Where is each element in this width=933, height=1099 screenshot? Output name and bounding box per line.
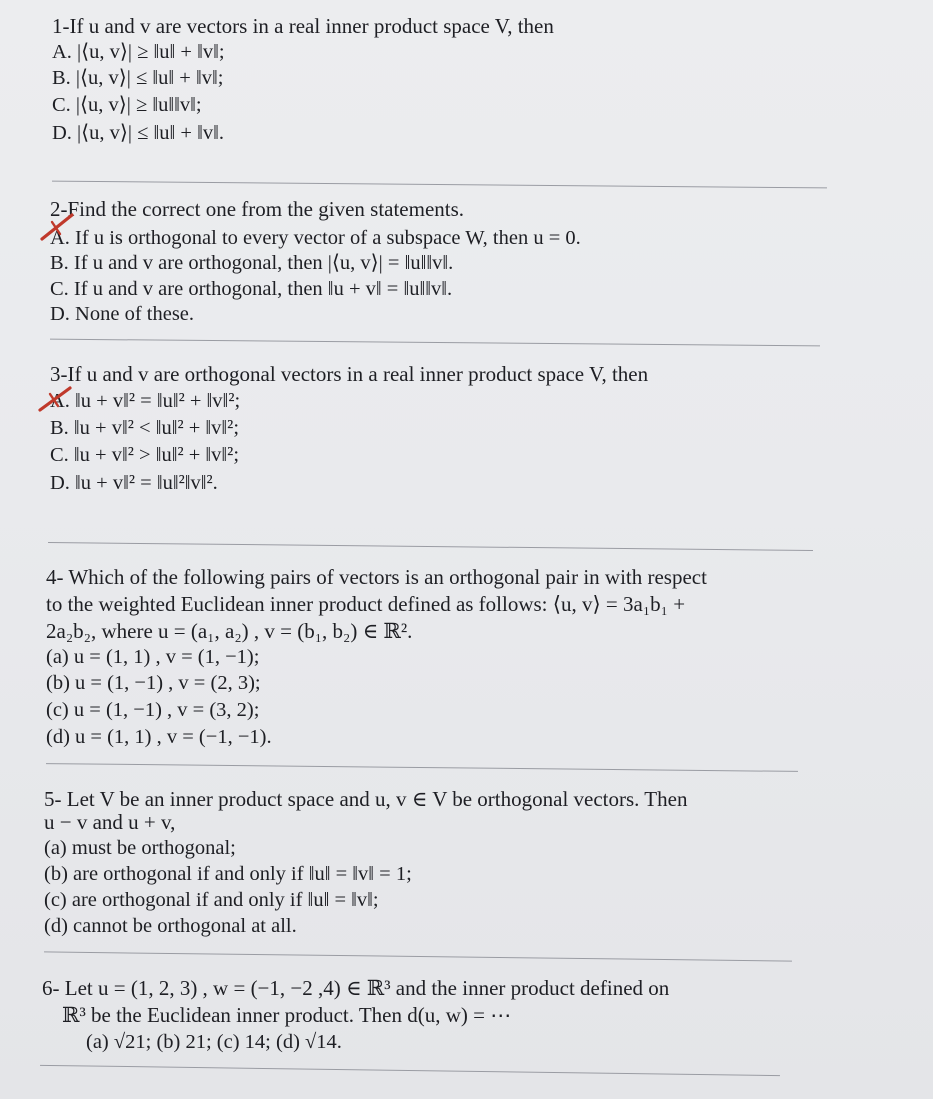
divider-1 xyxy=(52,181,827,189)
question-4-option-c: (c) u = (1, −1) , v = (3, 2); xyxy=(46,699,260,721)
divider-6 xyxy=(40,1065,780,1076)
question-6-stem-line-1: 6- Let u = (1, 2, 3) , w = (−1, −2 ,4) ∈ ℝ³ and the inner product defined on xyxy=(42,976,670,1000)
question-4-option-d: (d) u = (1, 1) , v = (−1, −1). xyxy=(46,726,272,748)
question-4-stem-line-1: 4- Which of the following pairs of vectors is an orthogonal pair in with respect xyxy=(46,565,707,589)
question-1-option-d: D. |⟨u, v⟩| ≤ ‖u‖ + ‖v‖. xyxy=(52,122,224,144)
question-2-option-d: D. None of these. xyxy=(50,303,195,325)
question-2-option-b: B. If u and v are orthogonal, then |⟨u, v⟩| = ‖u‖‖v‖. xyxy=(50,252,454,274)
question-3-stem: 3-If u and v are orthogonal vectors in a real inner product space V, then xyxy=(50,362,649,386)
question-4-option-b: (b) u = (1, −1) , v = (2, 3); xyxy=(46,672,261,694)
question-5-option-b: (b) are orthogonal if and only if ‖u‖ = ‖v‖ = 1; xyxy=(44,863,412,885)
divider-2 xyxy=(50,339,820,347)
question-4-stem-line-3: 2a₂b₂, where u = (a₁, a₂) , v = (b₁, b₂) ∈ ℝ². xyxy=(46,619,413,643)
divider-3 xyxy=(48,542,813,551)
divider-4 xyxy=(46,763,798,772)
question-6-stem-line-2: ℝ³ be the Euclidean inner product. Then d(u, w) = ⋯ xyxy=(62,1003,512,1027)
question-1-option-b: B. |⟨u, v⟩| ≤ ‖u‖ + ‖v‖; xyxy=(52,67,224,89)
question-5-stem-line-2: u − v and u + v, xyxy=(44,810,176,834)
question-5-option-c: (c) are orthogonal if and only if ‖u‖ = ‖v‖; xyxy=(44,889,379,911)
question-5-option-d: (d) cannot be orthogonal at all. xyxy=(44,915,297,937)
question-2-option-c: C. If u and v are orthogonal, then ‖u + v‖ = ‖u‖‖v‖. xyxy=(50,278,453,300)
question-1-stem: 1-If u and v are vectors in a real inner product space V, then xyxy=(52,14,554,38)
divider-5 xyxy=(44,951,792,961)
answer-check-mark-icon xyxy=(36,384,76,414)
question-3-option-b: B. ‖u + v‖² < ‖u‖² + ‖v‖²; xyxy=(50,417,240,439)
question-1-option-a: A. |⟨u, v⟩| ≥ ‖u‖ + ‖v‖; xyxy=(52,41,225,63)
question-4-option-a: (a) u = (1, 1) , v = (1, −1); xyxy=(46,646,260,668)
question-1-option-c: C. |⟨u, v⟩| ≥ ‖u‖‖v‖; xyxy=(52,94,202,116)
question-5-option-a: (a) must be orthogonal; xyxy=(44,837,236,859)
question-3-option-a: A. ‖u + v‖² = ‖u‖² + ‖v‖²; xyxy=(50,390,241,412)
question-6-options: (a) √21; (b) 21; (c) 14; (d) √14. xyxy=(86,1031,342,1053)
question-2-stem: 2-Find the correct one from the given statements. xyxy=(50,197,465,221)
answer-check-mark-icon xyxy=(38,212,78,242)
question-4-stem-line-2: to the weighted Euclidean inner product defined as follows: ⟨u, v⟩ = 3a₁b₁ + xyxy=(46,592,686,616)
question-2-option-a: A. If u is orthogonal to every vector of a subspace W, then u = 0. xyxy=(50,227,581,249)
question-3-option-c: C. ‖u + v‖² > ‖u‖² + ‖v‖²; xyxy=(50,444,240,466)
question-3-option-d: D. ‖u + v‖² = ‖u‖²‖v‖². xyxy=(50,472,218,494)
question-5-stem-line-1: 5- Let V be an inner product space and u, v ∈ V be orthogonal vectors. Then xyxy=(44,787,688,811)
